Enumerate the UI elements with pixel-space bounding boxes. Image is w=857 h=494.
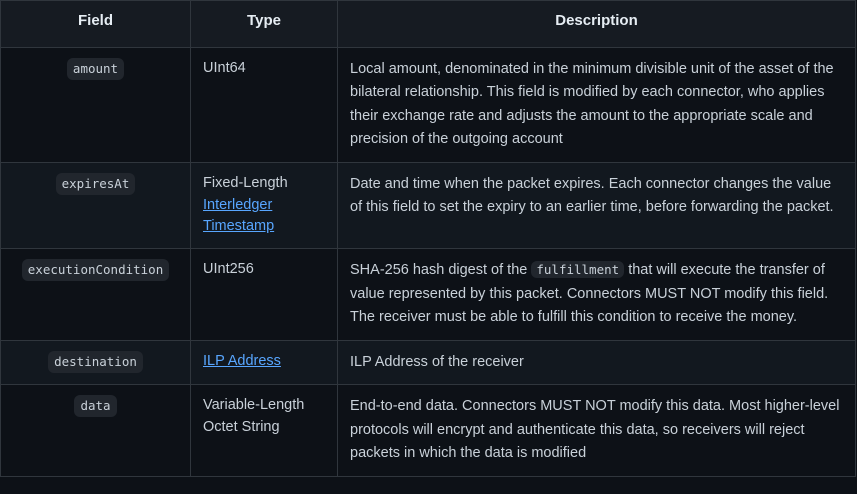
field-description-cell <box>338 162 856 248</box>
description-text: Date and time when the packet expires. Each connector changes the value of this field to set the expiry to an earlier time, before forwarding the packet. <box>350 175 834 216</box>
field-name-code: destination <box>48 351 143 373</box>
column-header-description: Description <box>338 1 856 48</box>
description-text: Local amount, denominated in the minimum divisible unit of the asset of the bilateral relationship. This field is modified by each connector, who applies their exchange rate and adjusts the amount to the appropriate scale and precision of the outgoing account <box>350 61 834 148</box>
field-type-text: Variable-Length Octet String <box>203 397 305 435</box>
field-type-cell <box>191 162 338 248</box>
field-name-code: expiresAt <box>56 173 136 195</box>
field-name-cell <box>1 48 191 163</box>
description-text: ILP Address of the receiver <box>350 353 524 370</box>
field-description-cell <box>338 340 856 384</box>
field-type-text: Fixed-Length <box>203 174 288 191</box>
fulfillment-code: fulfillment <box>531 261 624 278</box>
field-description-cell <box>338 48 856 163</box>
field-type-cell <box>191 340 338 384</box>
interledger-timestamp-link[interactable]: Interledger Timestamp <box>203 196 275 235</box>
table-row <box>1 48 856 163</box>
description-text: End-to-end data. Connectors MUST NOT modify this data. Most higher-level protocols will encrypt and authenticate this data, so receivers will reject packets in which the data is modified <box>350 398 840 462</box>
field-name-cell <box>1 249 191 340</box>
ilp-address-link[interactable]: ILP Address <box>203 352 281 369</box>
field-name-code: amount <box>67 58 124 80</box>
field-name-code: executionCondition <box>22 259 169 281</box>
field-type-text: UInt256 <box>203 261 254 278</box>
field-description-cell <box>338 249 856 340</box>
field-type-cell <box>191 249 338 340</box>
table-row <box>1 385 856 476</box>
field-type-cell <box>191 48 338 163</box>
field-name-cell <box>1 162 191 248</box>
field-name-cell <box>1 385 191 476</box>
field-type-text: UInt64 <box>203 60 246 76</box>
table-row <box>1 340 856 384</box>
field-description-cell <box>338 385 856 476</box>
field-name-code: data <box>74 395 116 417</box>
table-row <box>1 162 856 248</box>
description-text-continued: that will execute the transfer of value represented by this packet. Connectors MUST NOT modify this field. The receiver must be able to fulfill this condition to receive the money. <box>350 262 829 326</box>
field-type-cell <box>191 385 338 476</box>
column-header-field: Field <box>1 1 191 48</box>
table-row <box>1 249 856 340</box>
table-header <box>1 1 856 48</box>
description-text: SHA-256 hash digest of the <box>350 262 532 279</box>
column-header-type: Type <box>191 1 338 48</box>
table-header-row <box>1 1 856 48</box>
table-body <box>1 48 856 477</box>
field-name-cell <box>1 340 191 384</box>
